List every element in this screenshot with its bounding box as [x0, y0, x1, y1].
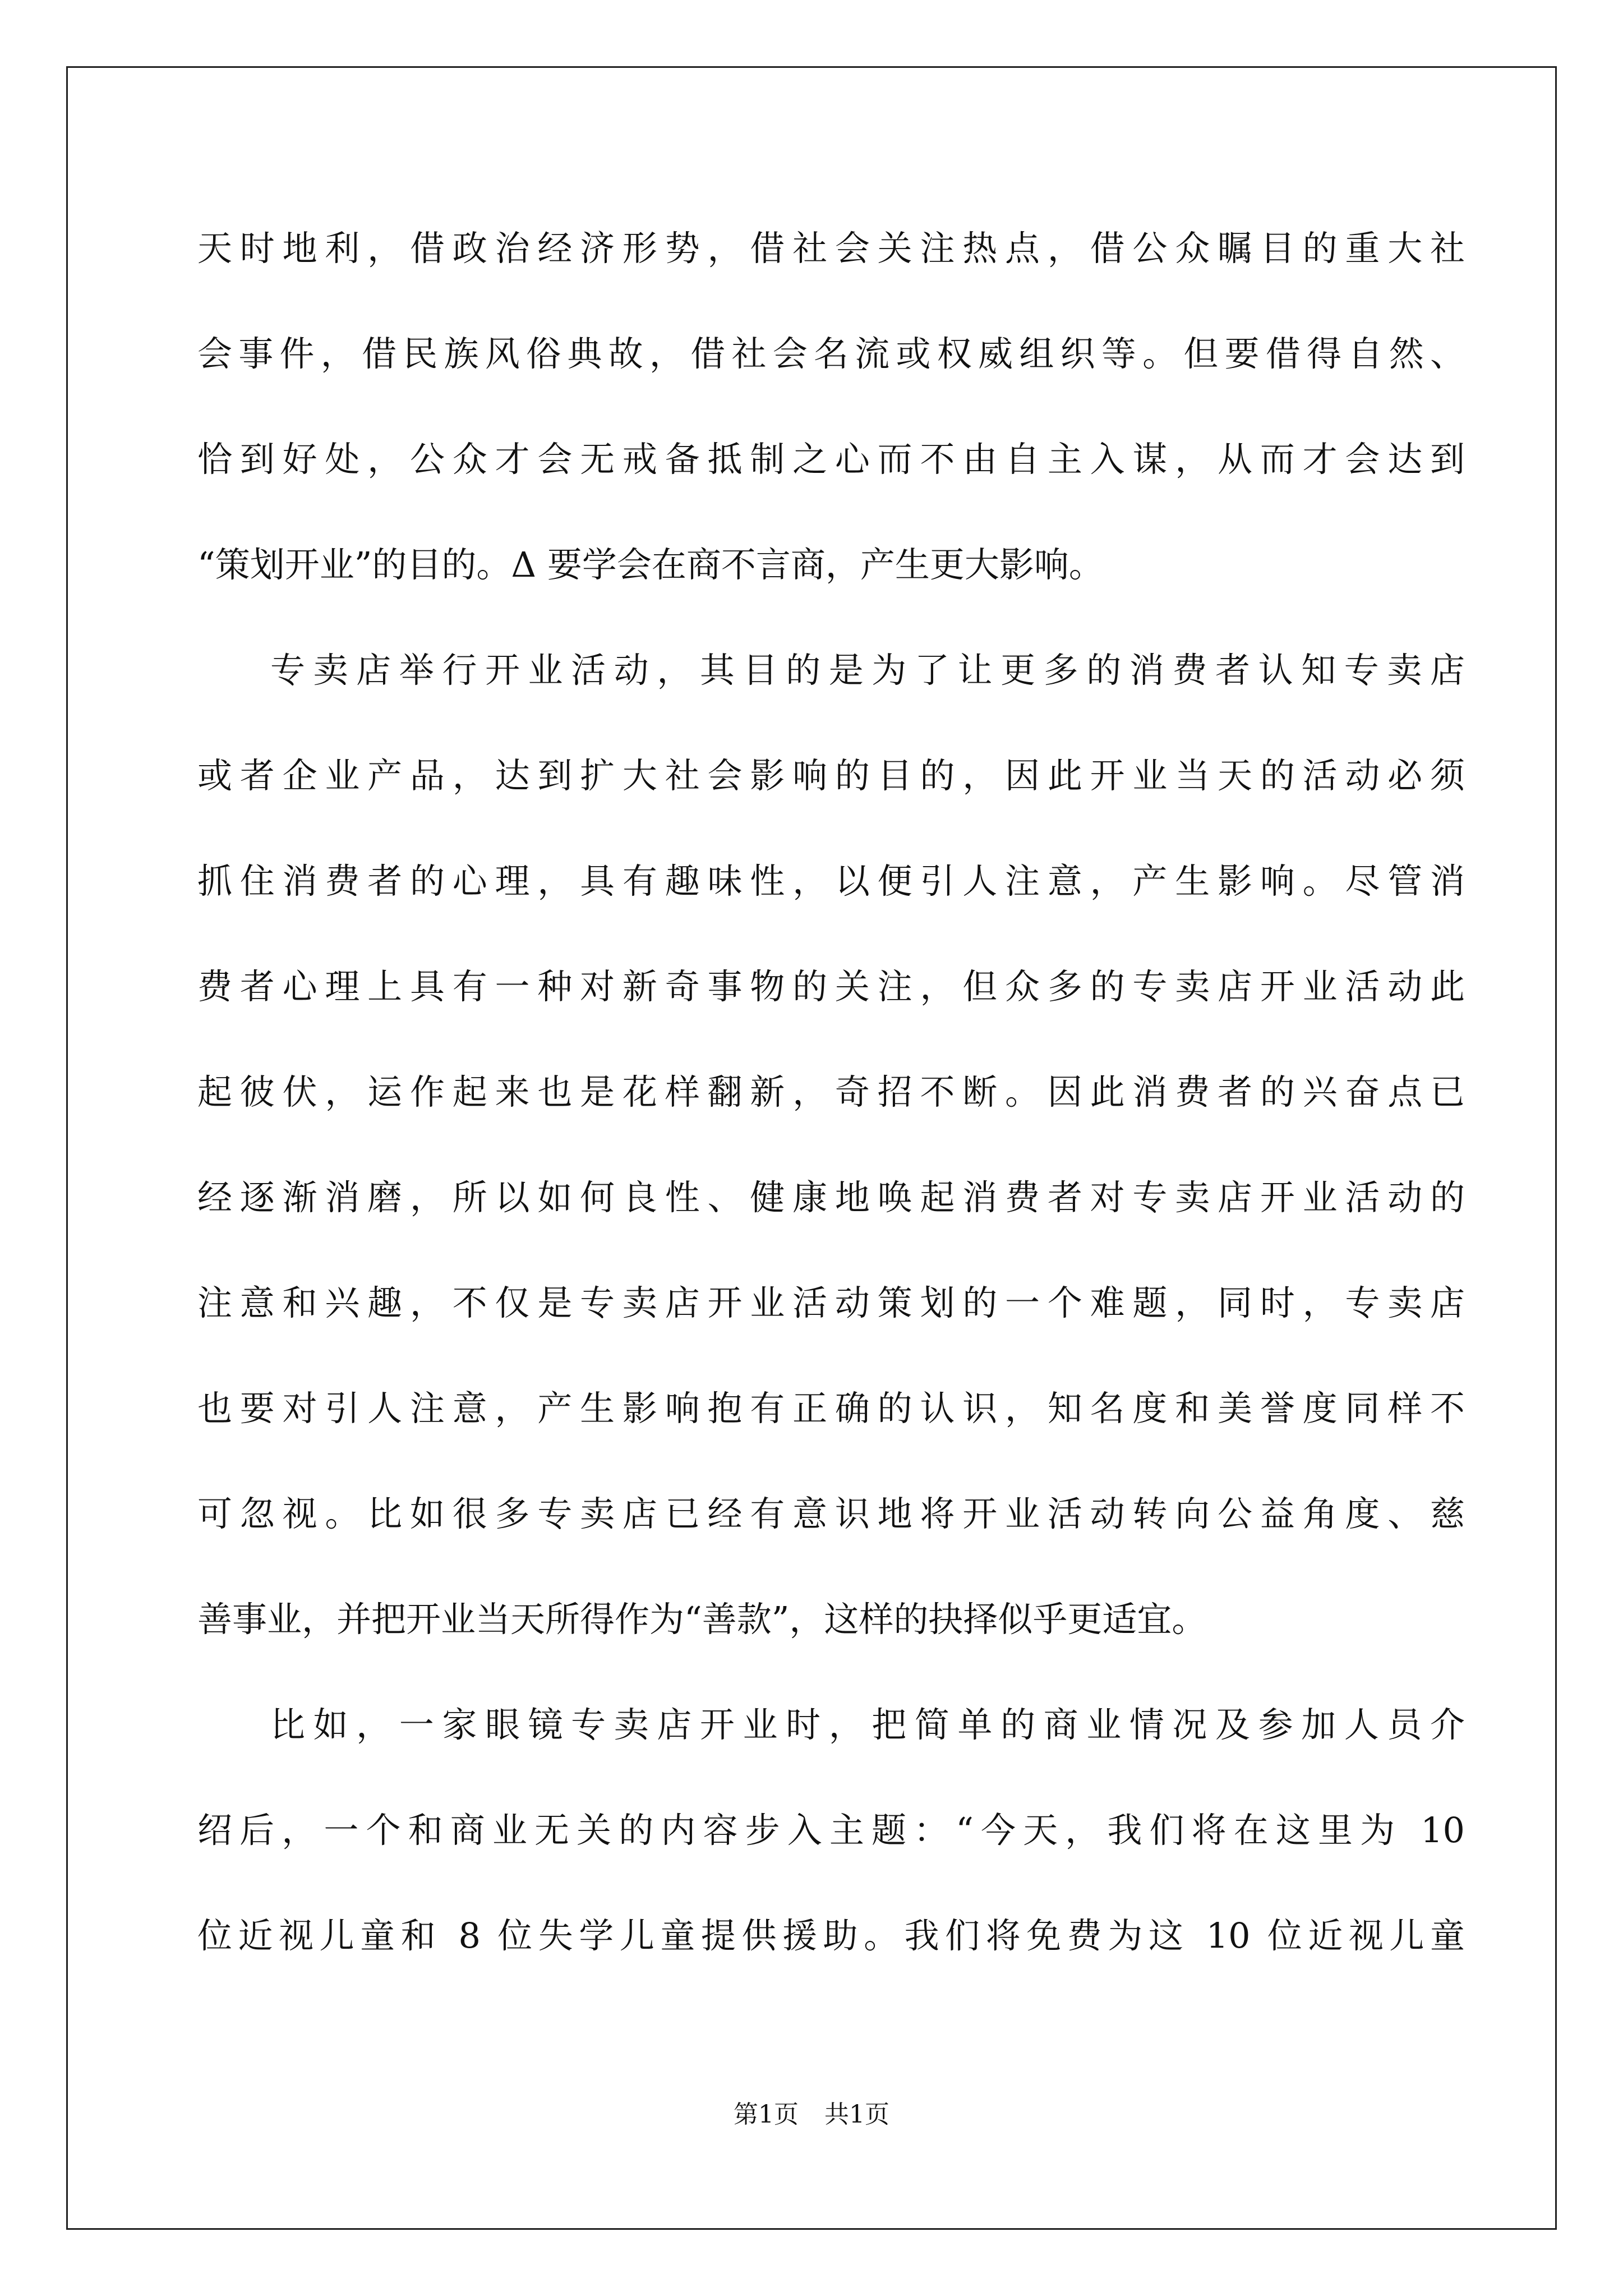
body-text-line: “策划开业”的目的。Δ 要学会在商不言商，产生更大影响。	[197, 544, 1104, 585]
body-text-line: 恰到好处，公众才会无戒备抵制之心而不由自主入谋，从而才会达到	[197, 439, 1465, 480]
paragraph-first-line: 比如，一家眼镜专卖店开业时，把简单的商业情况及参加人员介	[270, 1704, 1465, 1745]
page-number: 第1页	[734, 2100, 799, 2129]
page-footer	[0, 2098, 1623, 2132]
body-text-line: 抓住消费者的心理，具有趣味性，以便引人注意，产生影响。尽管消	[197, 861, 1465, 901]
body-text-line: 位近视儿童和 8 位失学儿童提供援助。我们将免费为这 10 位近视儿童	[197, 1915, 1465, 1956]
body-text-line: 天时地利，借政治经济形势，借社会关注热点，借公众瞩目的重大社	[197, 228, 1465, 269]
body-text-line: 注意和兴趣，不仅是专卖店开业活动策划的一个难题，同时，专卖店	[197, 1282, 1465, 1323]
body-text-line: 善事业，并把开业当天所得作为“善款”，这样的抉择似乎更适宜。	[197, 1599, 1207, 1640]
body-text-line: 可忽视。比如很多专卖店已经有意识地将开业活动转向公益角度、慈	[197, 1493, 1465, 1534]
paragraph-first-line: 专卖店举行开业活动，其目的是为了让更多的消费者认知专卖店	[270, 650, 1465, 691]
body-text-line: 或者企业产品，达到扩大社会影响的目的，因此开业当天的活动必须	[197, 755, 1465, 796]
page-total: 共1页	[824, 2100, 889, 2129]
body-text-line: 绍后，一个和商业无关的内容步入主题：“今天，我们将在这里为 10	[197, 1810, 1465, 1851]
body-text-line: 会事件，借民族风俗典故，借社会名流或权威组织等。但要借得自然、	[197, 333, 1465, 374]
body-text-line: 也要对引人注意，产生影响抱有正确的认识，知名度和美誉度同样不	[197, 1388, 1465, 1429]
body-text-line: 经逐渐消磨，所以如何良性、健康地唤起消费者对专卖店开业活动的	[197, 1177, 1465, 1218]
body-text-line: 起彼伏，运作起来也是花样翻新，奇招不断。因此消费者的兴奋点已	[197, 1071, 1465, 1112]
body-text-line: 费者心理上具有一种对新奇事物的关注，但众多的专卖店开业活动此	[197, 966, 1465, 1007]
